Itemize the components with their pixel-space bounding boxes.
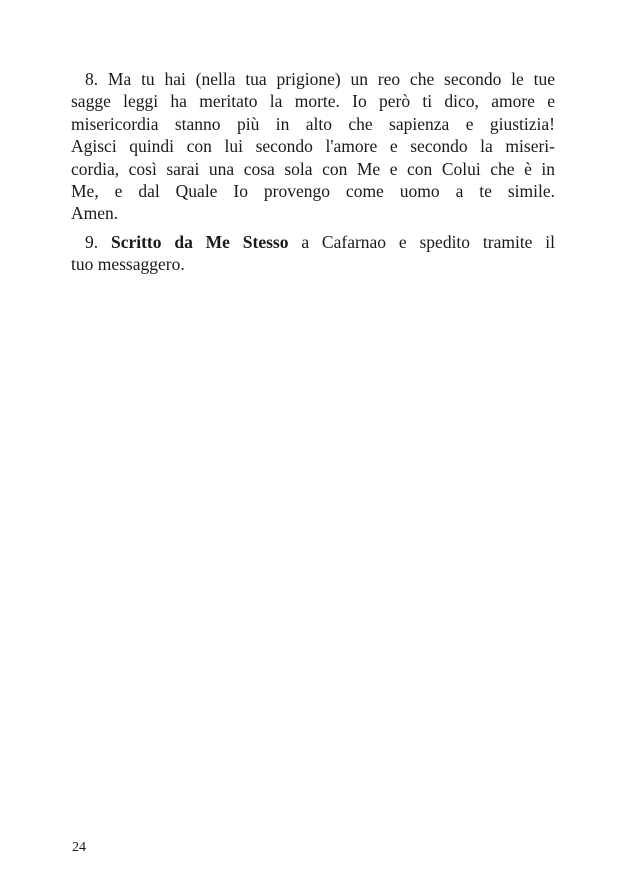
paragraph-8-line-2: sagge leggi ha meritato la morte. Io però ti dico, amore e	[71, 91, 555, 112]
page-body	[71, 68, 555, 276]
paragraph-9-number: 9.	[85, 231, 99, 252]
paragraph-8-line-3: misericordia stanno più in alto che sapienza e giustizia!	[71, 113, 555, 134]
paragraph-8	[71, 68, 555, 225]
page-number: 24	[72, 840, 86, 855]
paragraph-9	[71, 231, 555, 276]
paragraph-9-bold-phrase: Scritto da Me Stesso	[110, 231, 289, 252]
paragraph-8-line-4: Agisci quindi con lui secondo l'amore e secondo la miseri-	[71, 136, 555, 157]
paragraph-8-line-5: cordia, così sarai una cosa sola con Me e con Colui che è in	[71, 158, 555, 179]
paragraph-8-line-7: Amen.	[71, 203, 119, 224]
paragraph-8-line-6: Me, e dal Quale Io provengo come uomo a te simile.	[71, 181, 555, 202]
paragraph-9-line-1	[71, 231, 555, 253]
paragraph-9-line-1-rest: a Cafarnao e spedito tramite il	[301, 231, 556, 252]
paragraph-8-line-1: 8. Ma tu hai (nella tua prigione) un reo che secondo le tue	[85, 69, 555, 89]
paragraph-9-line-2: tuo messaggero.	[71, 254, 185, 275]
